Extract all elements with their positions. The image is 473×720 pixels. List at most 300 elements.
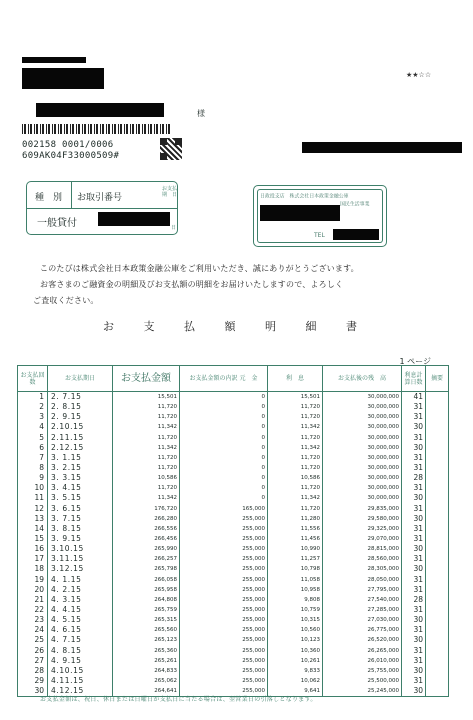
cell-principal: 255,000 (180, 585, 268, 595)
cell-interest: 10,315 (268, 615, 323, 625)
cell-amount: 11,720 (113, 412, 180, 422)
cell-amount: 11,720 (113, 483, 180, 493)
cell-amount: 266,556 (113, 524, 180, 534)
cell-count: 22 (18, 605, 48, 615)
cell-remarks (426, 433, 449, 443)
cell-principal: 0 (180, 493, 268, 503)
cell-days: 31 (402, 625, 426, 635)
cell-date: 4. 5.15 (48, 615, 113, 625)
table-row (18, 514, 449, 524)
cell-balance: 29,835,000 (323, 504, 402, 514)
cell-days: 30 (402, 514, 426, 524)
cell-count: 28 (18, 666, 48, 676)
redacted-block (36, 103, 164, 117)
cell-principal: 255,000 (180, 605, 268, 615)
cell-count: 14 (18, 524, 48, 534)
col-header-count: お支払回数 (18, 366, 48, 392)
cell-amount: 11,342 (113, 443, 180, 453)
cell-amount: 266,257 (113, 554, 180, 564)
cell-date: 4. 7.15 (48, 635, 113, 645)
cell-date: 3. 7.15 (48, 514, 113, 524)
cell-amount: 264,641 (113, 686, 180, 697)
cell-remarks (426, 453, 449, 463)
cell-amount: 11,342 (113, 422, 180, 432)
cell-amount: 11,720 (113, 453, 180, 463)
cell-date: 4.11.15 (48, 676, 113, 686)
cell-days: 30 (402, 615, 426, 625)
cell-count: 21 (18, 595, 48, 605)
cell-amount: 266,456 (113, 534, 180, 544)
table-row (18, 564, 449, 574)
cell-days: 30 (402, 666, 426, 676)
cell-balance: 30,000,000 (323, 493, 402, 503)
cell-count: 2 (18, 402, 48, 412)
cell-date: 3. 4.15 (48, 483, 113, 493)
postal-barcode (22, 124, 172, 134)
cell-interest: 11,720 (268, 402, 323, 412)
cell-interest: 11,720 (268, 504, 323, 514)
cell-days: 31 (402, 676, 426, 686)
footer-note: お支払金額は、祝日、休日または日曜日が支払日に当たる場合は、翌営業日の引落しとなります。 (40, 696, 317, 703)
table-row (18, 666, 449, 676)
cell-balance: 28,815,000 (323, 544, 402, 554)
cell-date: 2.11.15 (48, 433, 113, 443)
cell-remarks (426, 483, 449, 493)
cell-amount: 265,062 (113, 676, 180, 686)
cell-balance: 25,500,000 (323, 676, 402, 686)
cell-count: 30 (18, 686, 48, 697)
greeting-line-2: お客さまのご融資金の明細及びお支払額の明細をお届けいたしますので、よろしく (40, 280, 344, 289)
cell-amount: 11,720 (113, 433, 180, 443)
loan-type: 一般貸付 (37, 218, 77, 229)
cell-days: 30 (402, 564, 426, 574)
cell-balance: 28,050,000 (323, 575, 402, 585)
address-line-2: 609AK04F33000509# (22, 151, 120, 161)
cell-remarks (426, 635, 449, 645)
cell-interest: 11,720 (268, 453, 323, 463)
cell-remarks (426, 534, 449, 544)
cell-principal: 255,000 (180, 595, 268, 605)
cell-interest: 9,808 (268, 595, 323, 605)
table-row (18, 483, 449, 493)
cell-balance: 30,000,000 (323, 412, 402, 422)
cell-amount: 15,501 (113, 392, 180, 403)
cell-interest: 15,501 (268, 392, 323, 403)
statement-title: お 支 払 額 明 細 書 (103, 320, 370, 333)
cell-principal: 0 (180, 433, 268, 443)
cell-interest: 11,556 (268, 524, 323, 534)
redacted-block (302, 142, 462, 153)
cell-balance: 28,305,000 (323, 564, 402, 574)
day-mark: 日 (171, 225, 177, 231)
cell-interest: 10,123 (268, 635, 323, 645)
cell-interest: 10,062 (268, 676, 323, 686)
cell-remarks (426, 493, 449, 503)
table-row (18, 402, 449, 412)
cell-amount: 176,720 (113, 504, 180, 514)
cell-date: 4. 1.15 (48, 575, 113, 585)
cell-date: 2. 7.15 (48, 392, 113, 403)
cell-balance: 30,000,000 (323, 453, 402, 463)
cell-interest: 11,342 (268, 443, 323, 453)
cell-date: 3. 5.15 (48, 493, 113, 503)
cell-balance: 25,245,000 (323, 686, 402, 697)
cell-principal: 255,000 (180, 615, 268, 625)
branch-line-1: 日政投支店 株式会社日本政策金融公庫 (260, 193, 349, 200)
cell-interest: 10,360 (268, 646, 323, 656)
cell-amount: 265,123 (113, 635, 180, 645)
cell-principal: 255,000 (180, 646, 268, 656)
cell-remarks (426, 595, 449, 605)
table-row (18, 605, 449, 615)
cell-amount: 11,720 (113, 463, 180, 473)
table-row (18, 534, 449, 544)
col-header-balance: お支払後の残 高 (323, 366, 402, 392)
cell-count: 3 (18, 412, 48, 422)
cell-days: 28 (402, 473, 426, 483)
cell-count: 10 (18, 483, 48, 493)
cell-days: 30 (402, 493, 426, 503)
cell-balance: 27,540,000 (323, 595, 402, 605)
cell-balance: 25,755,000 (323, 666, 402, 676)
cell-amount: 266,058 (113, 575, 180, 585)
table-row (18, 463, 449, 473)
table-row (18, 676, 449, 686)
cell-principal: 255,000 (180, 666, 268, 676)
transaction-number-label: お取引番号 (77, 193, 123, 203)
cell-interest: 11,342 (268, 493, 323, 503)
cell-remarks (426, 412, 449, 422)
cell-balance: 26,265,000 (323, 646, 402, 656)
table-row (18, 443, 449, 453)
table-row (18, 656, 449, 666)
cell-remarks (426, 646, 449, 656)
cell-interest: 10,261 (268, 656, 323, 666)
table-row (18, 544, 449, 554)
cell-balance: 30,000,000 (323, 473, 402, 483)
cell-amount: 265,360 (113, 646, 180, 656)
table-header-row (18, 366, 449, 392)
cell-principal: 255,000 (180, 524, 268, 534)
cell-date: 2. 9.15 (48, 412, 113, 422)
cell-days: 28 (402, 595, 426, 605)
col-header-interest: 利 息 (268, 366, 323, 392)
cell-remarks (426, 463, 449, 473)
cell-interest: 10,586 (268, 473, 323, 483)
cell-remarks (426, 402, 449, 412)
cell-days: 31 (402, 605, 426, 615)
cell-balance: 27,795,000 (323, 585, 402, 595)
cell-amount: 265,560 (113, 625, 180, 635)
table-row (18, 615, 449, 625)
cell-balance: 29,070,000 (323, 534, 402, 544)
cell-date: 4. 9.15 (48, 656, 113, 666)
cell-interest: 11,720 (268, 483, 323, 493)
page-number: 1 ページ (399, 357, 431, 366)
cell-amount: 265,990 (113, 544, 180, 554)
cell-count: 29 (18, 676, 48, 686)
cell-balance: 27,285,000 (323, 605, 402, 615)
cell-interest: 11,720 (268, 412, 323, 422)
cell-principal: 0 (180, 422, 268, 432)
cell-principal: 0 (180, 402, 268, 412)
cell-remarks (426, 422, 449, 432)
cell-count: 26 (18, 646, 48, 656)
cell-days: 41 (402, 392, 426, 403)
cell-days: 31 (402, 463, 426, 473)
cell-balance: 26,775,000 (323, 625, 402, 635)
cell-principal: 0 (180, 412, 268, 422)
table-row (18, 433, 449, 443)
cell-balance: 26,010,000 (323, 656, 402, 666)
cell-count: 1 (18, 392, 48, 403)
cell-date: 2. 8.15 (48, 402, 113, 412)
cell-date: 2.10.15 (48, 422, 113, 432)
cell-balance: 30,000,000 (323, 443, 402, 453)
table-row (18, 595, 449, 605)
cell-date: 3. 2.15 (48, 463, 113, 473)
cell-count: 17 (18, 554, 48, 564)
cell-interest: 11,456 (268, 534, 323, 544)
cell-interest: 10,990 (268, 544, 323, 554)
cell-count: 11 (18, 493, 48, 503)
cell-date: 4. 8.15 (48, 646, 113, 656)
cell-count: 7 (18, 453, 48, 463)
cell-interest: 9,833 (268, 666, 323, 676)
cell-date: 3.11.15 (48, 554, 113, 564)
cell-interest: 11,720 (268, 433, 323, 443)
cell-amount: 10,586 (113, 473, 180, 483)
cell-remarks (426, 615, 449, 625)
cell-days: 31 (402, 585, 426, 595)
cell-remarks (426, 575, 449, 585)
table-row (18, 392, 449, 403)
cell-balance: 30,000,000 (323, 463, 402, 473)
cell-date: 4. 2.15 (48, 585, 113, 595)
cell-date: 4. 6.15 (48, 625, 113, 635)
table-row (18, 453, 449, 463)
cell-balance: 26,520,000 (323, 635, 402, 645)
cell-amount: 11,342 (113, 493, 180, 503)
cell-principal: 0 (180, 463, 268, 473)
honorific: 様 (197, 109, 205, 118)
cell-date: 4.12.15 (48, 686, 113, 697)
cell-count: 27 (18, 656, 48, 666)
cell-date: 3.10.15 (48, 544, 113, 554)
table-row (18, 585, 449, 595)
cell-amount: 11,720 (113, 402, 180, 412)
cell-interest: 10,798 (268, 564, 323, 574)
cell-remarks (426, 524, 449, 534)
table-row (18, 635, 449, 645)
payment-date-note: お支払 期 日 (162, 186, 178, 198)
loan-info-box (26, 181, 178, 235)
cell-principal: 255,000 (180, 676, 268, 686)
table-row (18, 473, 449, 483)
cell-remarks (426, 554, 449, 564)
cell-remarks (426, 676, 449, 686)
cell-days: 31 (402, 656, 426, 666)
cell-interest: 10,759 (268, 605, 323, 615)
cell-count: 9 (18, 473, 48, 483)
cell-balance: 29,580,000 (323, 514, 402, 524)
cell-amount: 264,833 (113, 666, 180, 676)
redacted-block (22, 68, 104, 89)
cell-amount: 265,261 (113, 656, 180, 666)
branch-line-2: 国民生活事業 (340, 201, 370, 208)
cell-remarks (426, 585, 449, 595)
cell-amount: 265,759 (113, 605, 180, 615)
table-row (18, 412, 449, 422)
cell-principal: 0 (180, 483, 268, 493)
cell-amount: 265,958 (113, 585, 180, 595)
cell-days: 30 (402, 686, 426, 697)
cell-remarks (426, 514, 449, 524)
cell-principal: 255,000 (180, 554, 268, 564)
cell-balance: 30,000,000 (323, 422, 402, 432)
cell-days: 30 (402, 544, 426, 554)
cell-interest: 11,058 (268, 575, 323, 585)
cell-principal: 0 (180, 473, 268, 483)
kind-label: 種 別 (35, 193, 63, 203)
table-row (18, 554, 449, 564)
cell-principal: 255,000 (180, 635, 268, 645)
cell-days: 31 (402, 483, 426, 493)
cell-remarks (426, 564, 449, 574)
cell-remarks (426, 473, 449, 483)
branch-stamp-box (253, 185, 387, 247)
table-row (18, 524, 449, 534)
cell-amount: 265,315 (113, 615, 180, 625)
cell-remarks (426, 605, 449, 615)
cell-count: 15 (18, 534, 48, 544)
table-row (18, 625, 449, 635)
cell-interest: 11,720 (268, 463, 323, 473)
cell-principal: 255,000 (180, 544, 268, 554)
cell-count: 19 (18, 575, 48, 585)
cell-date: 4. 3.15 (48, 595, 113, 605)
cell-date: 4. 4.15 (48, 605, 113, 615)
cell-balance: 30,000,000 (323, 392, 402, 403)
col-header-amount: お支払金額 (113, 366, 180, 392)
cell-interest: 11,342 (268, 422, 323, 432)
cell-remarks (426, 504, 449, 514)
cell-days: 31 (402, 412, 426, 422)
cell-remarks (426, 656, 449, 666)
cell-balance: 30,000,000 (323, 402, 402, 412)
cell-balance: 30,000,000 (323, 483, 402, 493)
cell-date: 3. 1.15 (48, 453, 113, 463)
cell-days: 31 (402, 646, 426, 656)
greeting-line-3: ご査収ください。 (33, 296, 99, 305)
cell-days: 30 (402, 443, 426, 453)
cell-date: 3. 3.15 (48, 473, 113, 483)
cell-amount: 265,798 (113, 564, 180, 574)
cell-days: 31 (402, 554, 426, 564)
table-row (18, 422, 449, 432)
cell-interest: 10,560 (268, 625, 323, 635)
cell-date: 3. 6.15 (48, 504, 113, 514)
cell-count: 24 (18, 625, 48, 635)
cell-count: 23 (18, 615, 48, 625)
cell-date: 3. 8.15 (48, 524, 113, 534)
payment-table (17, 365, 449, 697)
cell-principal: 255,000 (180, 514, 268, 524)
cell-days: 31 (402, 534, 426, 544)
cell-remarks (426, 392, 449, 403)
cell-date: 3. 9.15 (48, 534, 113, 544)
cell-count: 18 (18, 564, 48, 574)
cell-principal: 255,000 (180, 656, 268, 666)
table-row (18, 646, 449, 656)
col-header-principal: お支払金額の内訳 元 金 (180, 366, 268, 392)
qr-code (160, 138, 182, 160)
cell-principal: 255,000 (180, 534, 268, 544)
cell-date: 4.10.15 (48, 666, 113, 676)
cell-interest: 9,641 (268, 686, 323, 697)
cell-count: 5 (18, 433, 48, 443)
cell-principal: 255,000 (180, 564, 268, 574)
cell-date: 3.12.15 (48, 564, 113, 574)
cell-principal: 255,000 (180, 686, 268, 697)
cell-count: 4 (18, 422, 48, 432)
cell-remarks (426, 666, 449, 676)
cell-balance: 27,030,000 (323, 615, 402, 625)
cell-interest: 11,280 (268, 514, 323, 524)
col-header-date: お支払期日 (48, 366, 113, 392)
cell-count: 13 (18, 514, 48, 524)
cell-remarks (426, 625, 449, 635)
cell-days: 30 (402, 635, 426, 645)
cell-count: 16 (18, 544, 48, 554)
cell-days: 31 (402, 453, 426, 463)
greeting-line-1: このたびは株式会社日本政策金融公庫をご利用いただき、誠にありがとうございます。 (40, 264, 359, 273)
address-line-1: 002158 0001/0006 (22, 140, 114, 150)
cell-remarks (426, 686, 449, 697)
cell-balance: 28,560,000 (323, 554, 402, 564)
cell-days: 31 (402, 524, 426, 534)
col-header-remarks: 摘要 (426, 366, 449, 392)
cell-remarks (426, 544, 449, 554)
cell-days: 31 (402, 575, 426, 585)
tel-label: TEL (314, 232, 325, 239)
cell-principal: 0 (180, 443, 268, 453)
redacted-block (22, 57, 86, 63)
cell-count: 25 (18, 635, 48, 645)
cell-balance: 29,325,000 (323, 524, 402, 534)
cell-count: 12 (18, 504, 48, 514)
rating-stars: ★★☆☆ (406, 71, 432, 79)
table-row (18, 504, 449, 514)
cell-count: 8 (18, 463, 48, 473)
cell-amount: 266,280 (113, 514, 180, 524)
cell-interest: 10,958 (268, 585, 323, 595)
cell-principal: 255,000 (180, 575, 268, 585)
table-row (18, 575, 449, 585)
cell-amount: 264,808 (113, 595, 180, 605)
cell-principal: 0 (180, 392, 268, 403)
cell-principal: 0 (180, 453, 268, 463)
cell-count: 20 (18, 585, 48, 595)
cell-count: 6 (18, 443, 48, 453)
cell-date: 2.12.15 (48, 443, 113, 453)
cell-days: 30 (402, 422, 426, 432)
cell-days: 31 (402, 433, 426, 443)
cell-days: 31 (402, 504, 426, 514)
col-header-days: 利息計算日数 (402, 366, 426, 392)
cell-principal: 255,000 (180, 625, 268, 635)
cell-balance: 30,000,000 (323, 433, 402, 443)
